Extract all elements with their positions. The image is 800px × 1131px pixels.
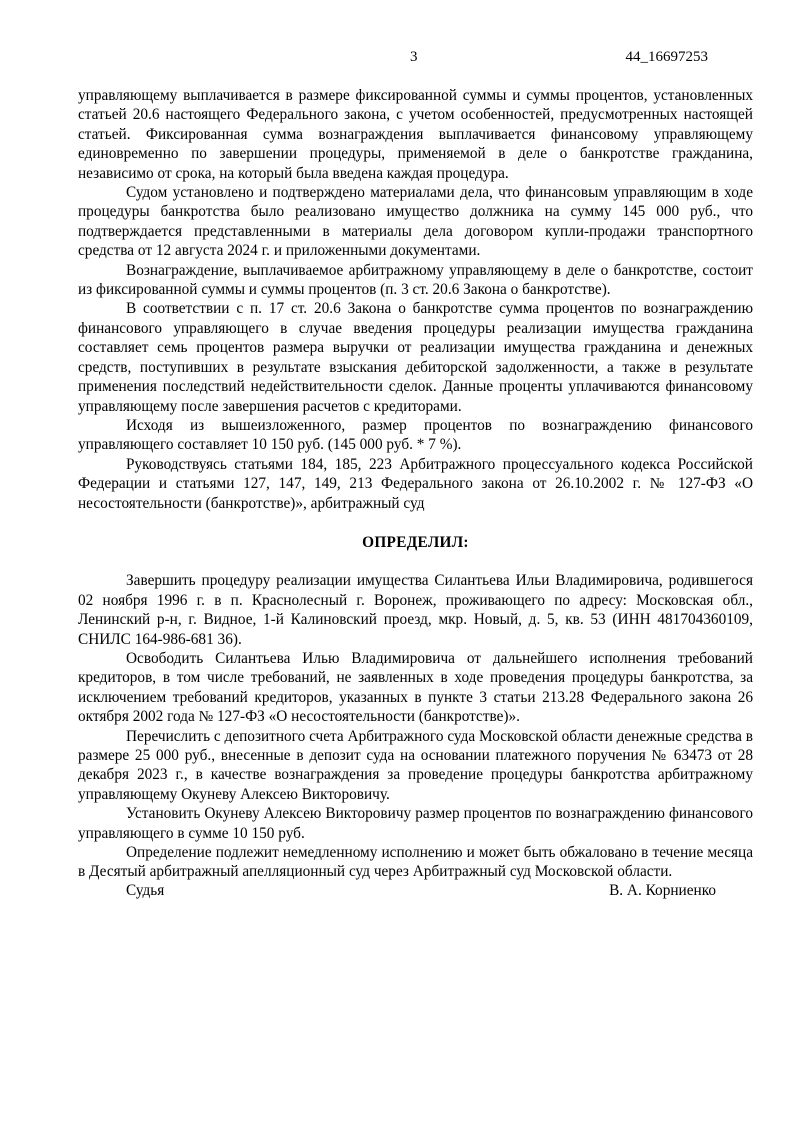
paragraph-appeal-notice: Определение подлежит немедленному исполнению и может быть обжаловано в течение месяца в Десятый арбитражный апелляционный суд через Арбитражный суд Московской области. [78, 844, 753, 881]
paragraph-complete-procedure: Завершить процедуру реализации имущества Силантьева Ильи Владимировича, родившегося 02 ноября 1996 г. в п. Краснолесный г. Воронеж, проживающего по адресу: Московская обл., Ленинский р-н, г. Видное, 1-й Калиновский проезд, мкр. Новый, д. 5, кв. 53 (ИНН 481704360109, СНИЛС 164-986-681 36). [78, 572, 753, 648]
paragraph-legal-basis: Руководствуясь статьями 184, 185, 223 Арбитражного процессуального кодекса Российской Федерации и статьями 127, 147, 149, 213 Федерального закона от 26.10.2002 г. № 127-ФЗ «О несостоятельности (банкротстве)», арбитражный суд [78, 455, 753, 512]
signature-block [126, 881, 716, 900]
case-number: 44_16697253 [625, 49, 708, 65]
page-header [78, 49, 718, 69]
paragraph-remuneration-continuation: управляющему выплачивается в размере фиксированной суммы и суммы процентов, установленных статьей 20.6 настоящего Федерального закона, с учетом особенностей, предусмотренных настоящей статьей. Фиксированная сумма вознаграждения выплачивается финансовому управляющему единовременно по завершении процедуры, применяемой в деле о банкротстве гражданина, независимо от срока, на который была введена каждая процедура. [78, 87, 753, 182]
document-body [78, 86, 753, 882]
page-number: 3 [410, 49, 418, 65]
resolution-heading: ОПРЕДЕЛИЛ: [362, 533, 469, 551]
paragraph-percentage-amount: Исходя из вышеизложенного, размер процентов по вознаграждению финансового управляющего составляет 10 150 руб. (145 000 руб. * 7 %). [78, 416, 753, 454]
paragraph-set-percentage: Установить Окуневу Алексею Викторовичу размер процентов по вознаграждению финансового управляющего в сумме 10 150 руб. [78, 805, 753, 842]
paragraph-transfer-funds: Перечислить с депозитного счета Арбитражного суда Московской области денежные средства в размере 25 000 руб., внесенные в депозит суда на основании платежного поручения № 63473 от 28 декабря 2023 г., в качестве вознаграждения за проведение процедуры банкротства арбитражному управляющему Окуневу Алексею Викторовичу. [78, 727, 753, 803]
judge-name: В. А. Корниенко [609, 882, 716, 899]
paragraph-remuneration-composition: Вознаграждение, выплачиваемое арбитражному управляющему в деле о банкротстве, состоит из фиксированной суммы и суммы процентов (п. 3 ст. 20.6 Закона о банкротстве). [78, 261, 753, 299]
paragraph-percentage-rule: В соответствии с п. 17 ст. 20.6 Закона о банкротстве сумма процентов по вознаграждению финансового управляющего в случае введения процедуры реализации имущества гражданина составляет семь процентов размера выручки от реализации имущества гражданина и денежных средств, поступивших в результате взыскания дебиторской задолженности, а также в результате применения последствий недействительности сделок. Данные проценты уплачиваются финансовому управляющему после завершения расчетов с кредиторами. [78, 300, 753, 415]
paragraph-court-established: Судом установлено и подтверждено материалами дела, что финансовым управляющим в ходе процедуры банкротства было реализовано имущество должника на сумму 145 000 руб., что подтверждается представленными в материалы дела договором купли-продажи транспортного средства от 12 августа 2024 г. и приложенными документами. [78, 184, 753, 260]
judge-title: Судья [126, 882, 165, 899]
paragraph-release-debtor: Освободить Силантьева Илью Владимировича от дальнейшего исполнения требований кредиторов, в том числе требований, не заявленных в ходе проведения процедуры банкротства, за исключением требований кредиторов, указанных в пункте 3 статьи 213.28 Федерального закона 26 октября 2002 года № 127-ФЗ «О несостоятельности (банкротстве)». [78, 649, 753, 726]
